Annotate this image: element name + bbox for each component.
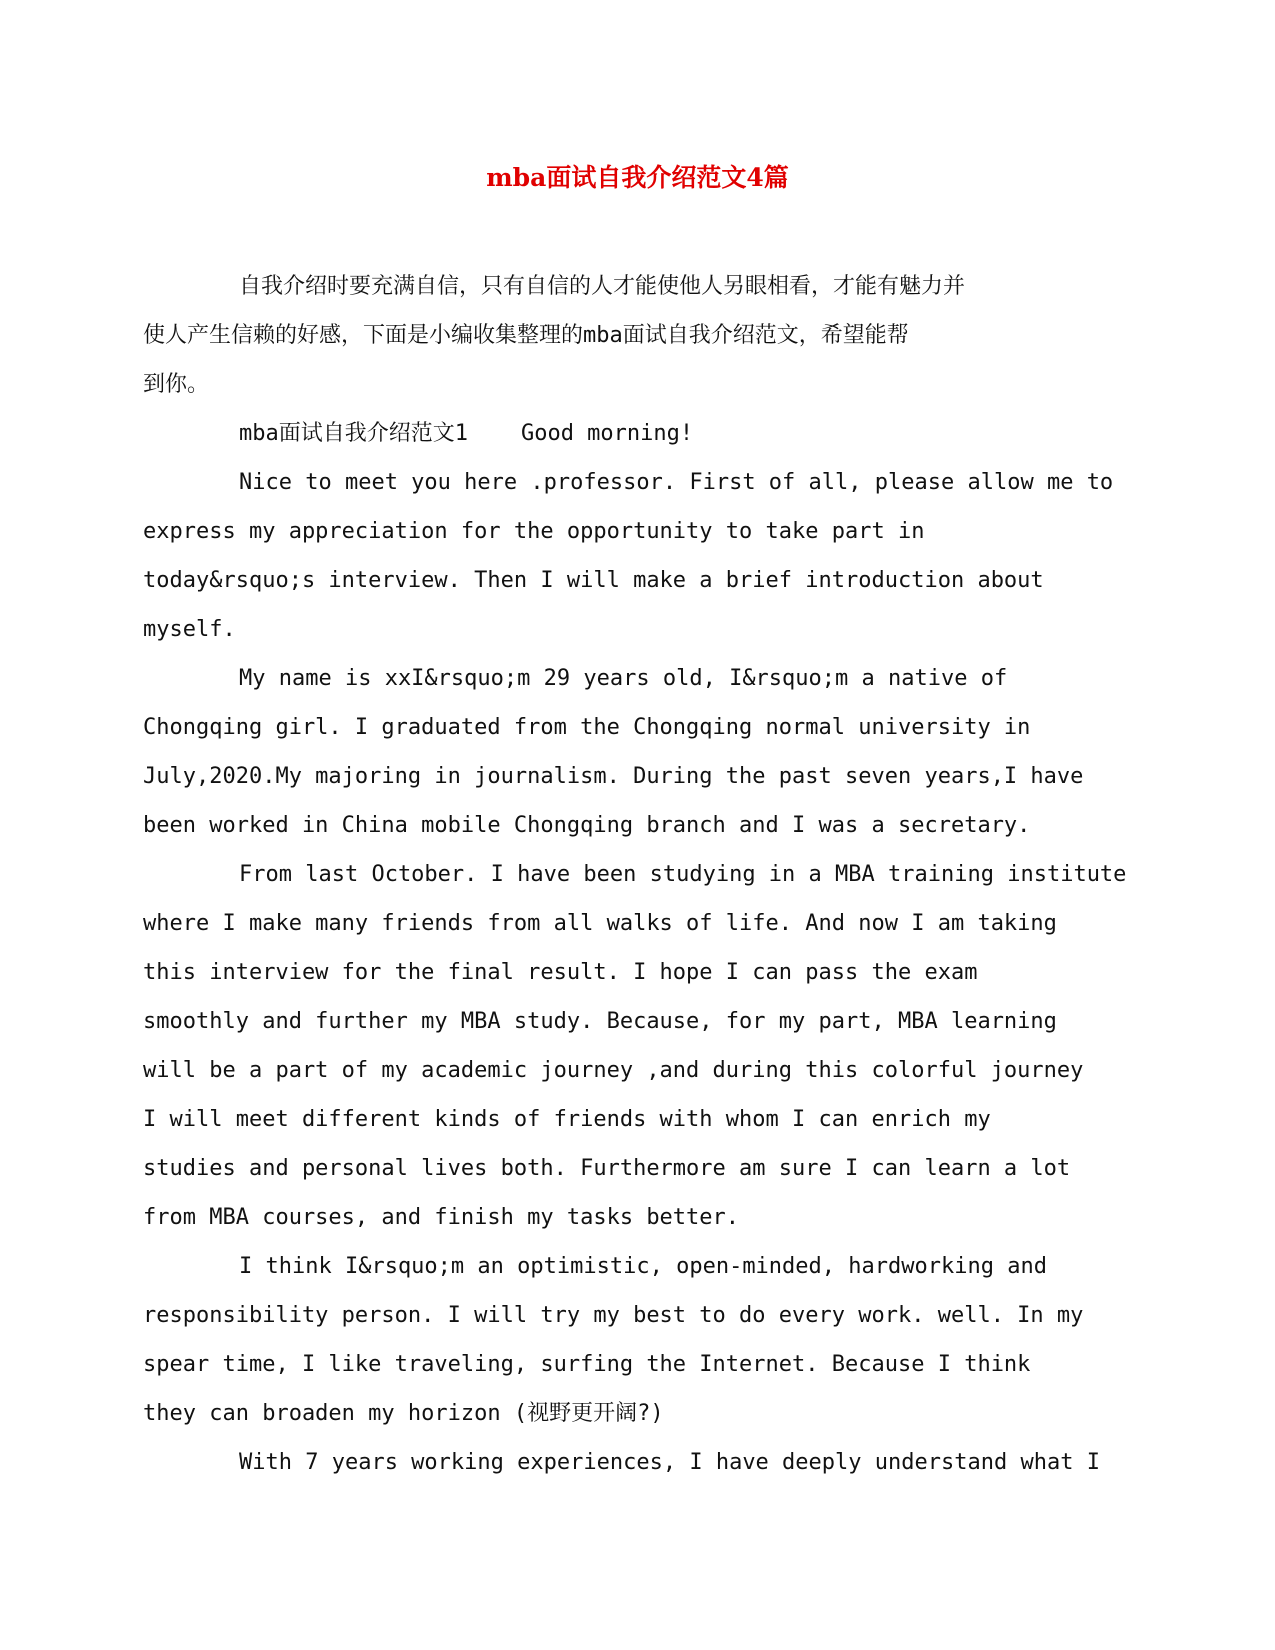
text-line: My name is xxI&rsquo;m 29 years old, I&rsquo;m a native of [239, 666, 1008, 691]
text-line: where I make many friends from all walks of life. And now I am taking [143, 911, 1057, 936]
text-line: From last October. I have been studying in a MBA training institute [239, 862, 1127, 887]
text-line: they can broaden my horizon (视野更开阔?) [143, 1401, 664, 1426]
document-title: mba面试自我介绍范文4篇 [486, 163, 789, 192]
experience-paragraph [191, 1438, 1100, 1487]
study-paragraph [143, 850, 1127, 1242]
text-line: studies and personal lives both. Furthermore am sure I can learn a lot [143, 1156, 1071, 1181]
text-line: will be a part of my academic journey ,and during this colorful journey [143, 1058, 1084, 1083]
text-line: myself. [143, 617, 236, 642]
text-line: express my appreciation for the opportunity to take part in [143, 519, 925, 544]
text-line: from MBA courses, and finish my tasks better. [143, 1205, 740, 1230]
text-line: 使人产生信赖的好感，下面是小编收集整理的mba面试自我介绍范文，希望能帮 [143, 323, 909, 348]
intro-paragraph [143, 262, 1091, 409]
text-line: July,2020.My majoring in journalism. During the past seven years,I have [143, 764, 1084, 789]
text-line: responsibility person. I will try my best to do every work. well. In my [143, 1303, 1084, 1328]
text-line: I think I&rsquo;m an optimistic, open-minded, hardworking and [239, 1254, 1047, 1279]
text-line: With 7 years working experiences, I have deeply understand what I [239, 1450, 1100, 1475]
text-line: spear time, I like traveling, surfing the Internet. Because I think [143, 1352, 1031, 1377]
text-line: 到你。 [143, 372, 210, 397]
text-line: smoothly and further my MBA study. Because, for my part, MBA learning [143, 1009, 1057, 1034]
personality-paragraph [143, 1242, 1091, 1438]
text-line: I will meet different kinds of friends with whom I can enrich my [143, 1107, 991, 1132]
greeting-paragraph [143, 458, 1114, 654]
text-line: Chongqing girl. I graduated from the Chongqing normal university in [143, 715, 1031, 740]
sample-heading-paragraph [191, 409, 1091, 458]
background-paragraph [143, 654, 1091, 850]
document-body [143, 262, 1127, 1487]
text-line: 自我介绍时要充满自信，只有自信的人才能使他人另眼相看，才能有魅力并 [239, 274, 966, 299]
text-line: mba面试自我介绍范文1 Good morning! [239, 421, 694, 446]
text-line: this interview for the final result. I hope I can pass the exam [143, 960, 978, 985]
text-line: Nice to meet you here .professor. First of all, please allow me to [239, 470, 1114, 495]
text-line: been worked in China mobile Chongqing branch and I was a secretary. [143, 813, 1031, 838]
text-line: today&rsquo;s interview. Then I will make a brief introduction about [143, 568, 1044, 593]
